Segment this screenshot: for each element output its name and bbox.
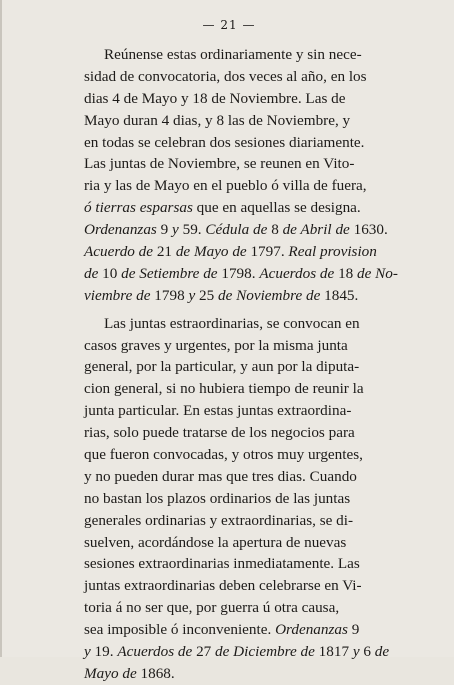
text-segment: Las juntas de Noviembre, se reunen en Vito- bbox=[84, 155, 355, 173]
italic-segment: y bbox=[352, 643, 360, 661]
text-line bbox=[84, 510, 384, 532]
text-line bbox=[84, 356, 384, 378]
text-line bbox=[84, 378, 384, 400]
text-line bbox=[84, 175, 384, 197]
text-segment: 9 bbox=[156, 221, 173, 239]
text-segment: 59. bbox=[178, 221, 206, 239]
text-segment: 1868. bbox=[136, 664, 175, 682]
text-line bbox=[84, 44, 384, 66]
text-segment: 1797. bbox=[246, 243, 289, 261]
text-segment: cion general, si no hubiera tiempo de reunir la bbox=[84, 380, 364, 398]
italic-segment: y bbox=[188, 286, 196, 304]
italic-segment: Mayo de bbox=[84, 664, 137, 682]
text-line bbox=[84, 422, 384, 444]
text-segment: sesiones extraordinarias inmediatamente. Las bbox=[84, 555, 360, 573]
text-line bbox=[84, 619, 384, 641]
text-segment: 9 bbox=[347, 621, 360, 639]
text-segment: generales ordinarias y extraordinarias, se di- bbox=[84, 511, 354, 529]
italic-segment: de Setiembre de bbox=[121, 264, 218, 282]
text-line bbox=[84, 466, 384, 488]
text-line bbox=[84, 197, 384, 219]
text-line bbox=[84, 88, 384, 110]
text-line bbox=[84, 263, 398, 285]
italic-segment: de Mayo de bbox=[175, 243, 247, 261]
text-line bbox=[84, 132, 384, 154]
text-line bbox=[84, 335, 384, 357]
text-segment: 25 bbox=[195, 286, 218, 304]
text-line bbox=[84, 66, 384, 88]
text-line bbox=[84, 110, 384, 132]
text-line bbox=[84, 313, 384, 335]
text-line bbox=[84, 641, 390, 663]
text-segment: que fueron convocadas, y otros muy urgentes, bbox=[84, 446, 363, 464]
text-segment: Mayo duran 4 dias, y 8 las de Noviembre, y bbox=[84, 111, 351, 129]
text-segment: 21 bbox=[153, 243, 176, 261]
text-segment: Las juntas estraordinarias, se convocan en bbox=[104, 314, 360, 332]
text-segment: en todas se celebran dos sesiones diariamente. bbox=[84, 133, 365, 151]
italic-segment: de bbox=[374, 643, 390, 661]
italic-segment: de Abril de bbox=[282, 221, 350, 239]
text-line bbox=[84, 553, 384, 575]
italic-segment: ó tierras esparsas bbox=[84, 199, 193, 217]
text-segment: 6 bbox=[359, 643, 375, 661]
italic-segment: Acuerdos de bbox=[259, 264, 335, 282]
text-segment: suelven, acordándose la apertura de nuevas bbox=[84, 533, 347, 551]
text-segment: 27 bbox=[192, 643, 216, 661]
text-segment: rias, solo puede tratarse de los negocios para bbox=[84, 424, 355, 442]
text-segment: 1630. bbox=[349, 221, 388, 239]
text-line bbox=[84, 219, 388, 241]
text-line bbox=[84, 488, 384, 510]
text-segment: casos graves y urgentes, por la misma junta bbox=[84, 336, 348, 354]
italic-segment: viembre de bbox=[84, 286, 151, 304]
text-line bbox=[84, 400, 384, 422]
italic-segment: Acuerdos de bbox=[117, 643, 193, 661]
italic-segment: de No- bbox=[357, 264, 398, 282]
text-segment: 1798. bbox=[217, 264, 260, 282]
text-segment: juntas extraordinarias deben celebrarse en Vi- bbox=[84, 577, 362, 595]
text-segment: 19. bbox=[90, 643, 118, 661]
text-segment: 10 bbox=[98, 264, 122, 282]
text-line bbox=[84, 153, 384, 175]
text-segment: sea imposible ó inconveniente. bbox=[84, 621, 276, 639]
page-number: — 21 — bbox=[202, 18, 256, 32]
text-line bbox=[84, 663, 384, 685]
text-segment: y no pueden durar mas que tres dias. Cuando bbox=[84, 467, 357, 485]
italic-segment: de Diciembre de bbox=[215, 643, 315, 661]
text-line bbox=[84, 285, 384, 307]
italic-segment: Acuerdo de bbox=[84, 243, 154, 261]
italic-segment: de bbox=[84, 264, 99, 282]
text-segment: dias 4 de Mayo y 18 de Noviembre. Las de bbox=[84, 89, 346, 107]
italic-segment: Real provision bbox=[288, 243, 377, 261]
text-segment: 18 bbox=[334, 264, 358, 282]
text-segment: sidad de convocatoria, dos veces al año, en los bbox=[84, 67, 367, 85]
body-text bbox=[84, 44, 398, 685]
text-line bbox=[84, 444, 384, 466]
text-segment: 8 bbox=[267, 221, 283, 239]
text-line bbox=[84, 532, 384, 554]
text-segment: no bastan los plazos ordinarios de las juntas bbox=[84, 489, 351, 507]
text-line bbox=[84, 575, 384, 597]
text-segment: que en aquellas se designa. bbox=[192, 199, 361, 217]
text-segment: junta particular. En estas juntas extraordina- bbox=[84, 402, 352, 420]
text-segment: 1845. bbox=[320, 286, 359, 304]
italic-segment: Ordenanzas bbox=[275, 621, 348, 639]
text-segment: Reúnense estas ordinariamente y sin nece- bbox=[104, 46, 362, 63]
text-segment: ria y las de Mayo en el pueblo ó villa de fuera, bbox=[84, 177, 367, 195]
italic-segment: y bbox=[172, 221, 179, 239]
text-line bbox=[84, 597, 384, 619]
italic-segment: y bbox=[84, 643, 91, 661]
text-segment: general, por la particular, y aun por la diputa- bbox=[84, 358, 360, 376]
text-line bbox=[84, 241, 384, 263]
italic-segment: Cédula de bbox=[205, 221, 268, 239]
italic-segment: de Noviembre de bbox=[217, 286, 321, 304]
text-segment: 1817 bbox=[314, 643, 353, 661]
text-segment: toria á no ser que, por guerra ú otra causa, bbox=[84, 599, 340, 617]
italic-segment: Ordenanzas bbox=[84, 221, 157, 239]
text-segment: 1798 bbox=[150, 286, 189, 304]
